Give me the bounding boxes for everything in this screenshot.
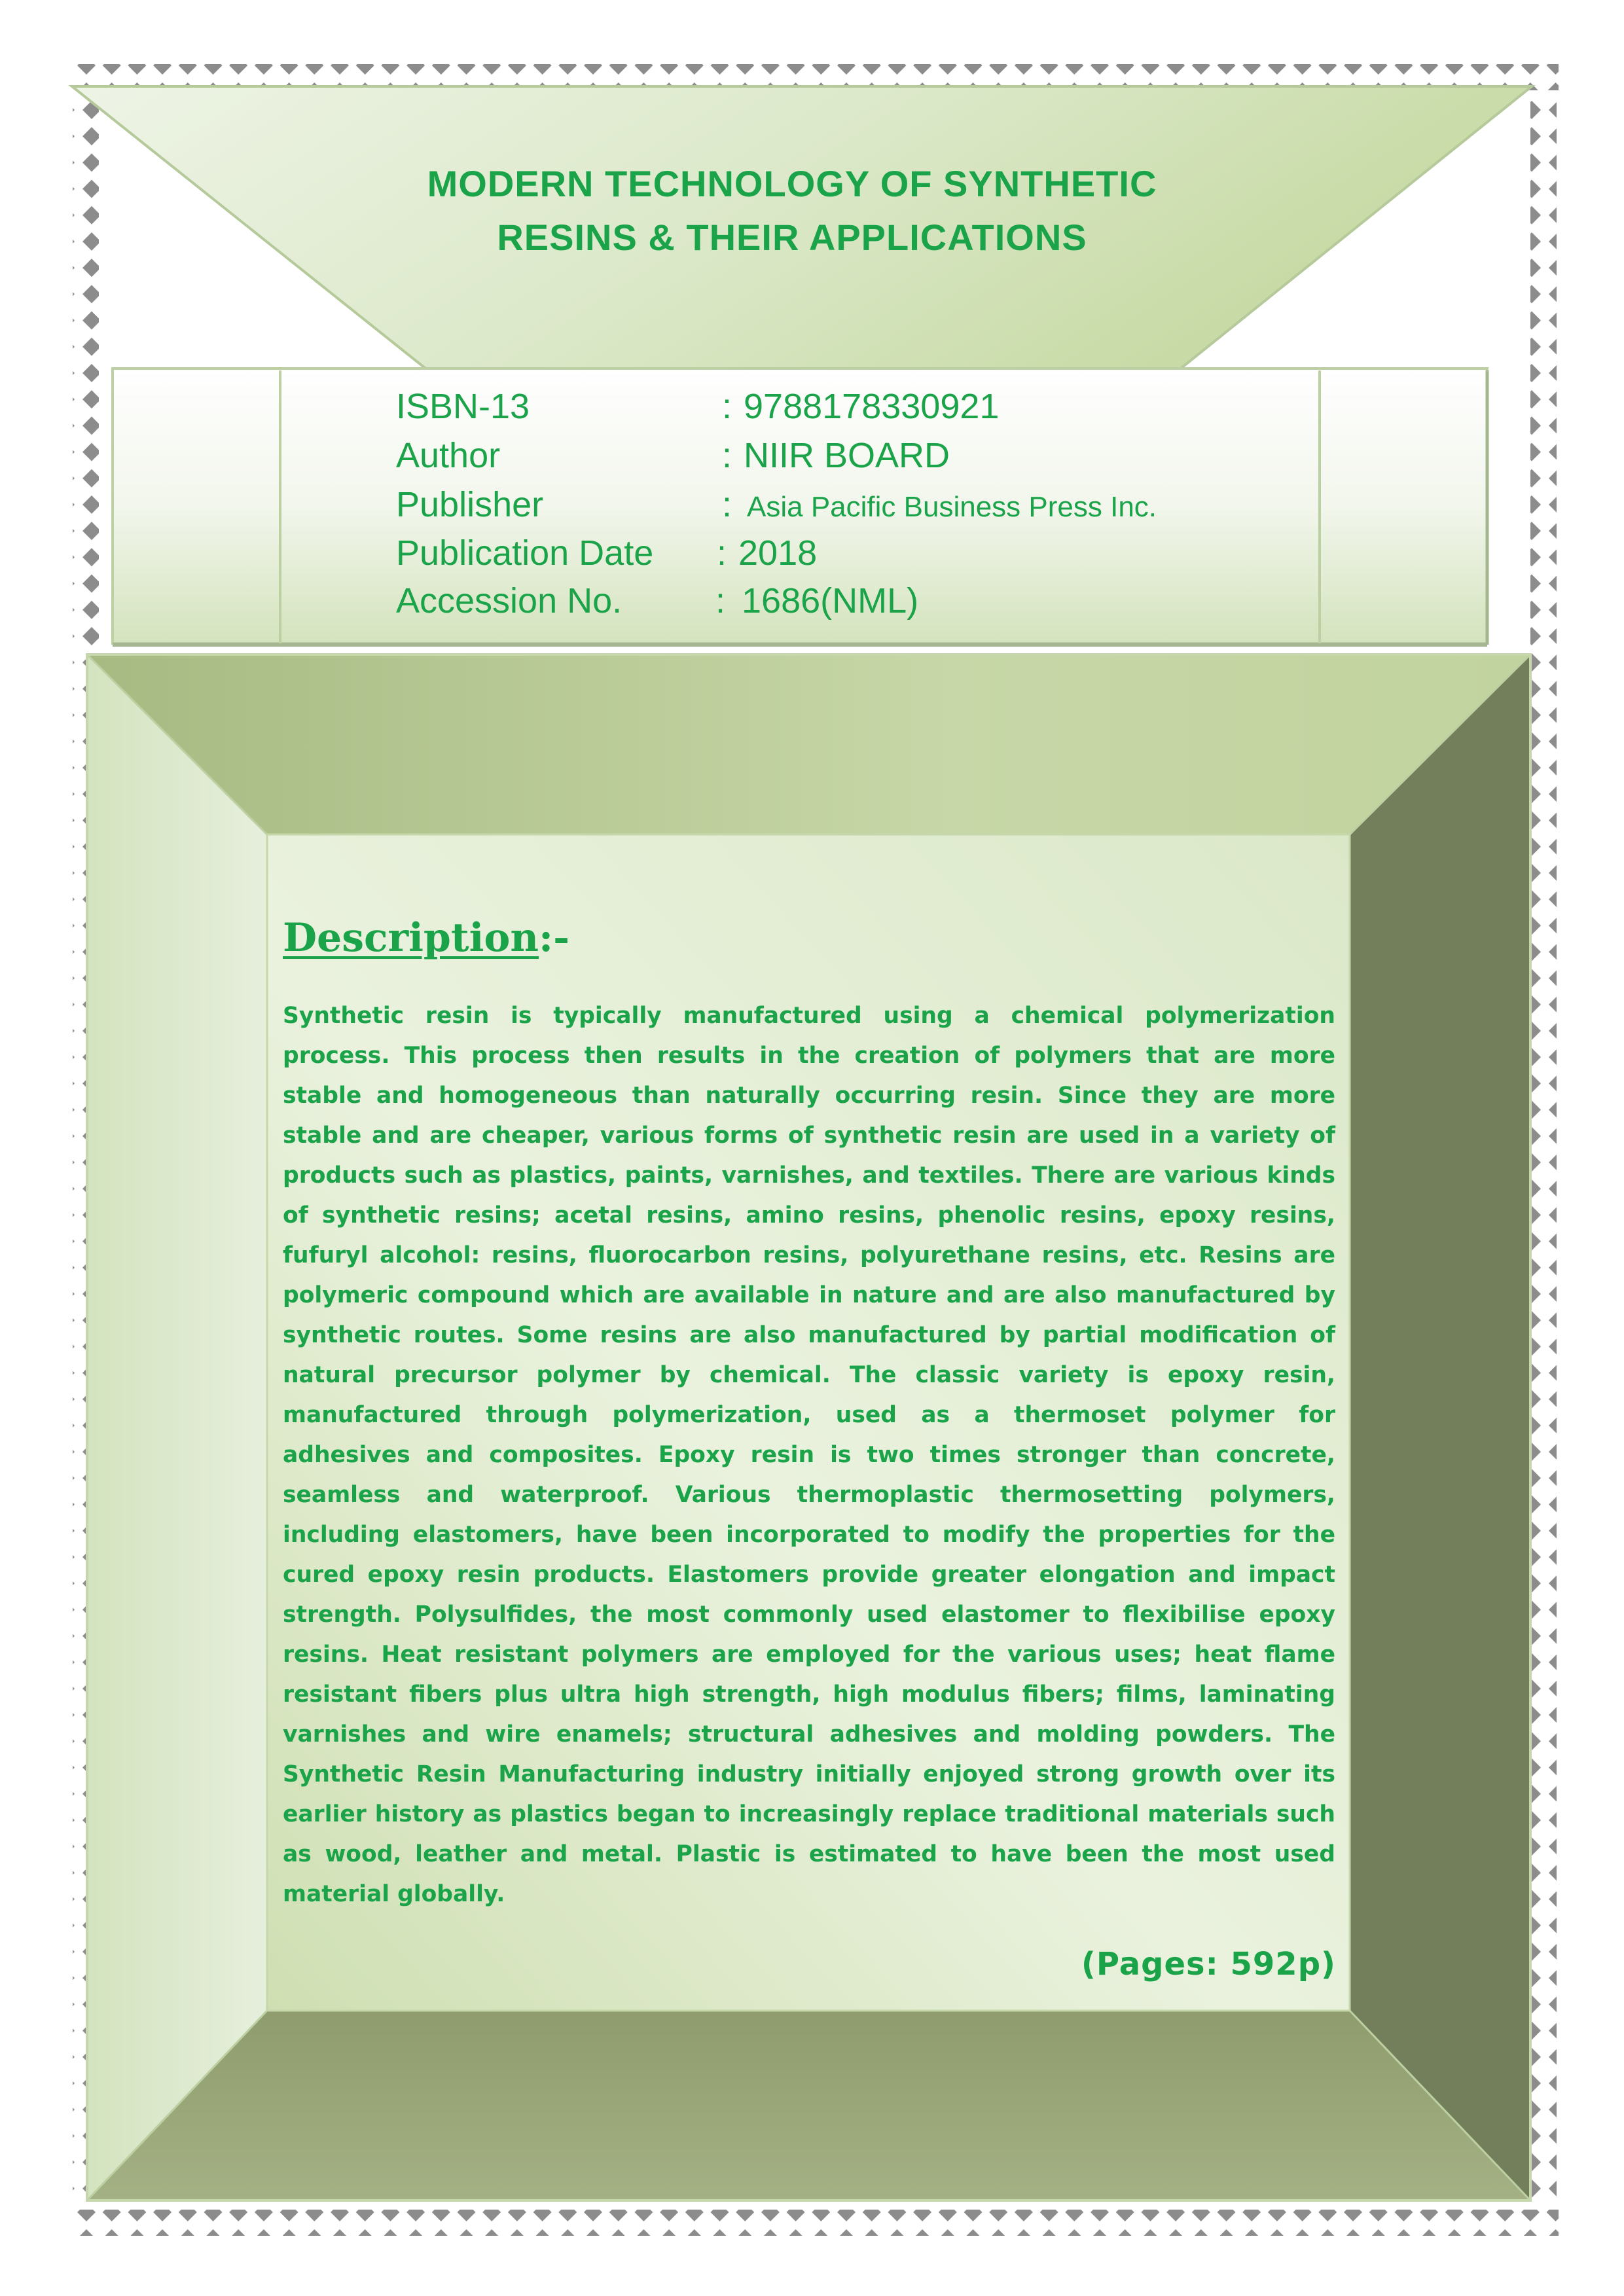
- accession-label: Accession No.: [396, 581, 623, 620]
- publisher-label: Publisher: [396, 485, 544, 524]
- publisher-separator: :: [722, 485, 732, 524]
- accession-separator: :: [715, 581, 726, 620]
- publication-date-value: 2018: [738, 533, 818, 573]
- accession-value: 1686(NML): [742, 581, 919, 620]
- publication-date-separator: :: [717, 533, 727, 573]
- page-count: (Pages: 592p): [1081, 1946, 1336, 1982]
- description-body: Synthetic resin is typically manufactured using a chemical polymerization process. This process then results in the creation of polymers that are more stable and homogeneous than naturally occurring resin. Since they are more stable and are cheaper, various forms of synthetic resin are used in a variety of products such as plastics, paints, varnishes, and textiles. There are various kinds of synthetic resins; acetal resins, amino resins, phenolic resins, epoxy resins, fufuryl alcohol: resins, fluorocarbon resins, polyurethane resins, etc. Resins are polymeric compound which are available in nature and are also manufactured by synthetic routes. Some resins are also manufactured by partial modification of natural precursor polymer by chemical. The classic variety is epoxy resin, manufactured through polymerization, used as a thermoset polymer for adhesives and composites. Epoxy resin is two times stronger than concrete, seamless and waterproof. Various thermoplastic thermosetting polymers, including elastomers, have been incorporated to modify the properties for the cured epoxy resin products. Elastomers provide greater elongation and impact strength. Polysulfides, the most commonly used elastomer to flexibilise epoxy resins. Heat resistant polymers are employed for the various uses; heat flame resistant fibers plus ultra high strength, high modulus fibers; films, laminating varnishes and wire enamels; structural adhesives and molding powders. The Synthetic Resin Manufacturing industry initially enjoyed strong growth over its earlier history as plastics began to increasingly replace traditional materials such as wood, leather and metal. Plastic is estimated to have been the most used material globally.: [283, 1003, 1335, 1907]
- description-heading: [283, 915, 569, 961]
- author-separator: :: [722, 436, 732, 475]
- author-label: Author: [396, 436, 501, 475]
- isbn-label: ISBN-13: [396, 387, 530, 426]
- description-heading-suffix: :-: [539, 915, 570, 961]
- book-title-line-2: RESINS & THEIR APPLICATIONS: [497, 217, 1087, 258]
- book-title-line-1: MODERN TECHNOLOGY OF SYNTHETIC: [427, 163, 1157, 204]
- author-value: NIIR BOARD: [744, 436, 950, 475]
- publication-date-label: Publication Date: [396, 533, 654, 573]
- publisher-value: Asia Pacific Business Press Inc.: [747, 491, 1157, 523]
- isbn-value: 9788178330921: [744, 387, 1000, 426]
- description-heading-text: Description: [283, 915, 539, 961]
- isbn-separator: :: [722, 387, 732, 426]
